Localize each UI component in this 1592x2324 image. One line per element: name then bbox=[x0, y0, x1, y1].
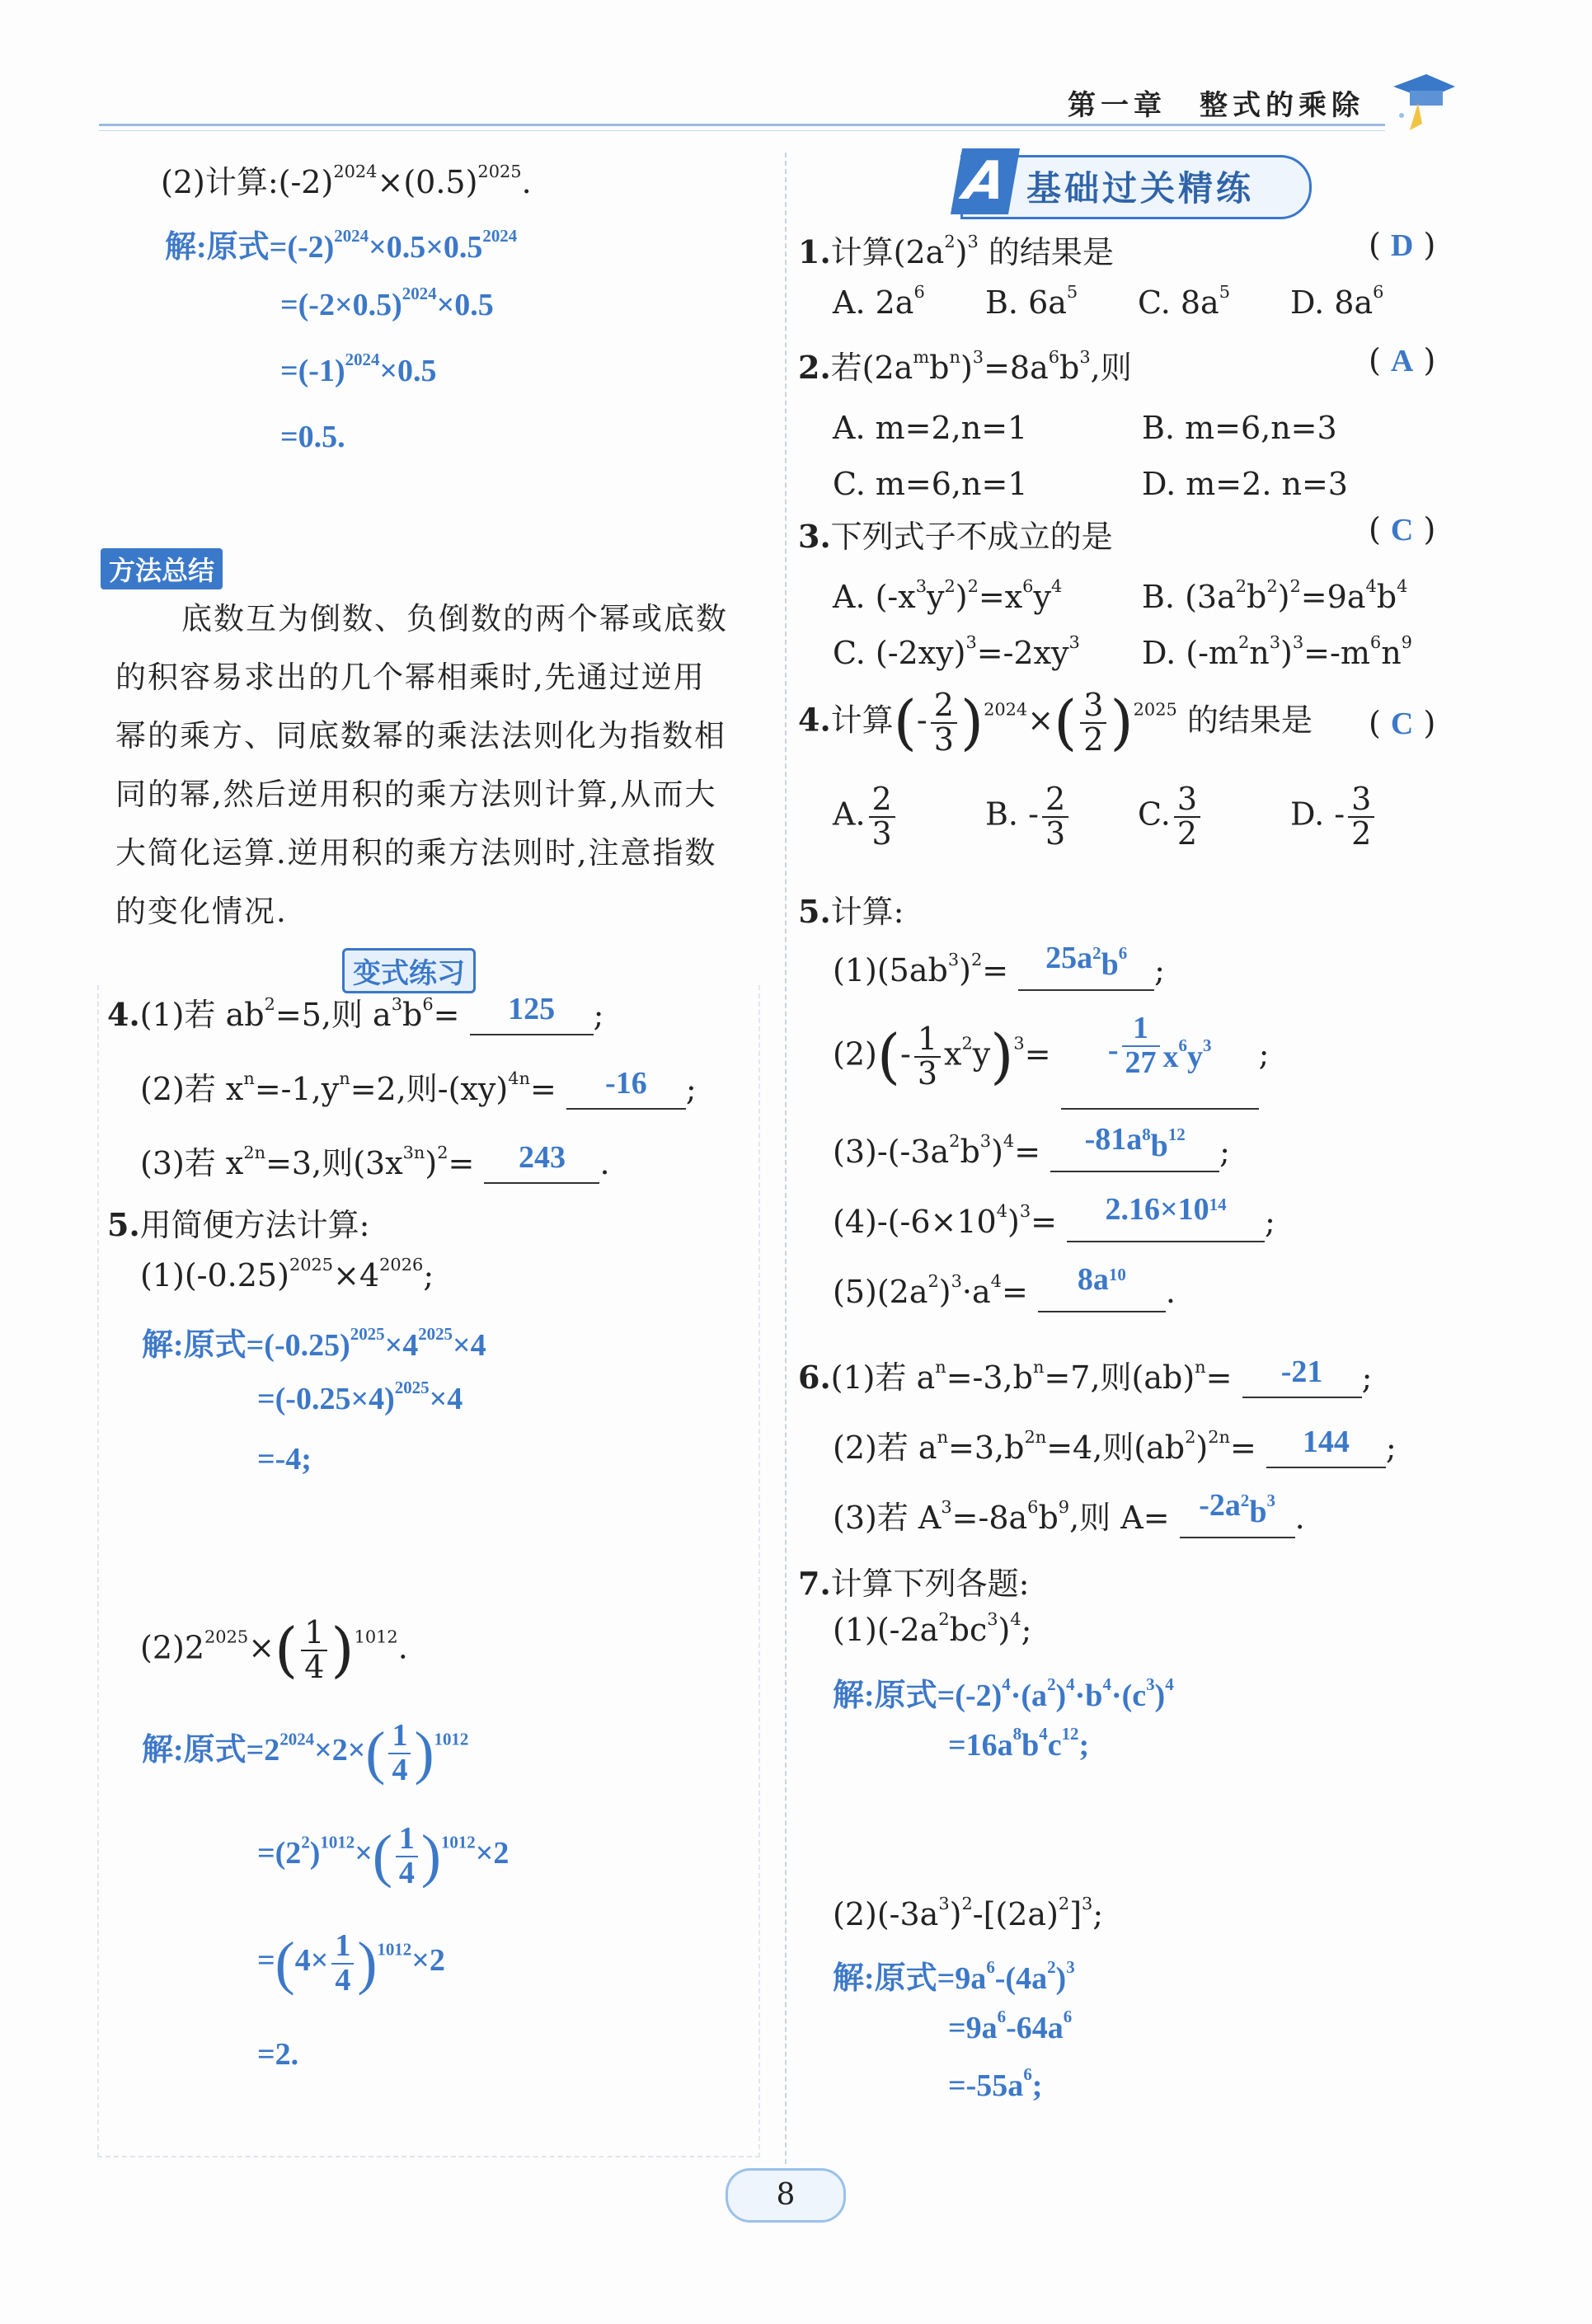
right-q5-2: (2)(- $\frac{1}{3}$ $x^2y)^3=$ - $\frac{1}{27}$ $x^6y^3$ ; bbox=[833, 1022, 1269, 1093]
left-q4-1-answer: 125 bbox=[508, 992, 556, 1026]
right-q2: 2.若$(2a^mb^n)^3=8a^6b^3$,则 bbox=[798, 347, 1132, 386]
left-q2-sol-1: 解:原式$=(-2)^{2024}\times 0.5\times 0.5^{2024}$ bbox=[165, 226, 518, 265]
right-q5-3: $(3)-(-3a^2b^3)^4= -81a^8b^{12}$ ; bbox=[833, 1134, 1230, 1172]
right-q5-3-answer: $-81a^8b^{12}$ bbox=[1084, 1122, 1186, 1163]
left-q5-2-sol-2: $=(2^2)^{1012}\times$( $\frac{1}{4}$ )$^{1012}$×2 bbox=[257, 1820, 510, 1890]
left-q2-sol-3: $=(-1)^{2024}\times 0.5$ bbox=[280, 350, 437, 388]
graduation-hat-icon bbox=[1385, 58, 1459, 132]
right-q2-answer-bracket: ( A ) bbox=[1369, 342, 1436, 378]
right-q5-1-answer: $25a^2b^6$ bbox=[1045, 941, 1128, 982]
left-q5-2: $(2)2^{2025}\times$( $\frac{1}{4}$ )$^{1012}$. bbox=[140, 1614, 408, 1685]
right-q1: 1.计算$(2a^2)^3$ 的结果是 bbox=[798, 232, 1114, 270]
header-rule-thin bbox=[99, 130, 1385, 131]
left-q2-prompt: (2)计算$:(-2)^{2024}\times(0.5)^{2025}$. bbox=[161, 162, 532, 200]
right-q6-3-answer: $-2a^2b^3$ bbox=[1199, 1488, 1275, 1529]
left-q5-1-sol-1: 解:原式$=(-0.25)^{2025}\times 4^{2025}\times 4$ bbox=[142, 1324, 486, 1363]
left-q5-2-sol-4: =2. bbox=[257, 2037, 299, 2072]
right-q5-5: $(5)(2a^2)^3\cdot a^4= 8a^{10}$ . bbox=[833, 1274, 1176, 1312]
left-q4-1: 4.(1)若 $ab^2=5$,则 $a^3b^6= 125$ ; bbox=[107, 989, 603, 1035]
left-q4-3-answer: 243 bbox=[518, 1140, 566, 1175]
left-q2-sol-2: $=(-2\times 0.5)^{2024}\times 0.5$ bbox=[280, 284, 494, 322]
method-summary-tag: 方法总结 bbox=[101, 548, 223, 589]
right-q7-1-sol-2: $=16a^8b^4c^{12}$; bbox=[948, 1724, 1090, 1763]
right-q2-options: A. m=2,n=1 B. m=6,n=3 C. m=6,n=1 D. m=2. n=3 bbox=[833, 410, 1348, 502]
right-q1-answer-bracket: ( D ) bbox=[1369, 227, 1436, 263]
left-q5-1-sol-3: =-4; bbox=[257, 1442, 312, 1477]
right-q3-options: A. $(-x^3y^2)^2=x^6y^4$ B. $(3a^2b^2)^2=9a^4b^4$ C. $(-2xy)^3=-2xy^3$ D. $(-m^2n^3)^3=-m^6n^9$ bbox=[833, 576, 1412, 671]
right-q6-2-answer: 144 bbox=[1302, 1425, 1350, 1459]
right-q7-1: $(1)(-2a^2bc^3)^4$; bbox=[833, 1609, 1032, 1648]
right-q6-1: 6.(1)若 $a^n=-3,b^n=7$,则(ab)$^n$= -21 ; bbox=[798, 1352, 1372, 1398]
right-q5-title: 5.计算: bbox=[798, 893, 904, 930]
left-q5-2-sol-3: =(4× $\frac{1}{4}$ )$^{1012}$×2 bbox=[257, 1927, 445, 1998]
right-q7-2: $(2)(-3a^3)^2-[(2a)^2]^3$; bbox=[833, 1894, 1104, 1932]
right-q6-1-answer: -21 bbox=[1280, 1354, 1323, 1389]
header-rule bbox=[99, 124, 1385, 126]
right-q5-2-answer: - $\frac{1}{27}$ $x^6y^3$ bbox=[1107, 1010, 1212, 1080]
left-q5-1-sol-2: $=(-0.25\times 4)^{2025}\times 4$ bbox=[257, 1378, 463, 1416]
right-q3-answer-bracket: ( C ) bbox=[1369, 511, 1436, 547]
section-title: 基础过关精练 bbox=[1026, 168, 1255, 209]
right-q5-4-answer: $2.16\times 10^{14}$ bbox=[1105, 1192, 1227, 1227]
left-q4-2-answer: -16 bbox=[605, 1066, 647, 1101]
right-q7-2-sol-3: $=-55a^6$; bbox=[948, 2064, 1043, 2103]
left-q5-2-sol-1: 解:原式$=2^{2024}\times 2\times$( $\frac{1}{4}$ )$^{1012}$ bbox=[142, 1717, 469, 1787]
right-q6-2: (2)若 $a^n=3,b^{2n}=4$,则$(ab^2)^{2n}= 144$ ; bbox=[833, 1422, 1397, 1468]
right-q5-5-answer: $8a^{10}$ bbox=[1077, 1262, 1126, 1297]
column-separator bbox=[785, 153, 787, 2164]
right-q7-1-sol-1: 解:原式$=(-2)^4\cdot(a^2)^4\cdot b^4\cdot(c^3)^4$ bbox=[833, 1674, 1174, 1713]
right-q6-3: (3)若 $A^3=-8a^6b^9$,则 $A= -2a^2b^3$ . bbox=[833, 1492, 1305, 1538]
right-q5-1: $(1)(5ab^3)^2= 25a^2b^6$ ; bbox=[833, 952, 1165, 991]
right-q1-options: A. $2a^6$ B. $6a^5$ C. $8a^5$ D. $8a^6$ bbox=[833, 282, 1384, 321]
right-q7-title: 7.计算下列各题: bbox=[798, 1565, 1030, 1602]
right-q4: 4.计算(- $\frac{2}{3}$ )$^{2024}$×( $\frac{3}{2}$ )$^{2025}$ 的结果是 bbox=[798, 687, 1313, 758]
left-q5-title: 5.用简便方法计算: bbox=[107, 1206, 370, 1243]
right-q4-options: A. $\frac{2}{3}$ B. - $\frac{2}{3}$ C. $\frac{3}{2}$ D. - $\frac{3}{2}$ bbox=[833, 783, 1443, 851]
method-summary-text: 底数互为倒数、负倒数的两个幂或底数 的积容易求出的几个幂相乘时,先通过逆用 幂的乘方、同底数幂的乘法法则化为指数相 同的幂,然后逆用积的乘方法则计算,从而大 大简化运算.逆用积的乘方法则时,注意指数 的变化情况. bbox=[115, 601, 728, 929]
left-q5-1: $(1)(-0.25)^{2025}\times 4^{2026}$; bbox=[140, 1255, 434, 1293]
left-q4-3: (3)若 $x^{2n}=3$,则$(3x^{3n})^2= 243$ . bbox=[140, 1138, 610, 1184]
left-q4-2: (2)若 $x^n=-1,y^n=2$,则-(xy)$^{4n}$= -16 ; bbox=[140, 1063, 697, 1110]
right-q4-answer-bracket: ( C ) bbox=[1369, 705, 1436, 741]
left-q2-sol-4: =0.5. bbox=[280, 420, 345, 454]
right-q5-4: $(4)-(-6\times 10^4)^3= 2.16\times 10^{14}$ ; bbox=[833, 1204, 1275, 1242]
right-q7-2-sol-1: 解:原式$=9a^6-(4a^2)^3$ bbox=[833, 1957, 1075, 1996]
section-letter: A bbox=[951, 148, 1020, 214]
page-number: 8 bbox=[726, 2168, 846, 2223]
right-q7-2-sol-2: $=9a^6-64a^6$ bbox=[948, 2007, 1073, 2045]
right-q3: 3.下列式子不成立的是 bbox=[798, 518, 1113, 555]
chapter-header: 第一章 整式的乘除 bbox=[1068, 89, 1364, 122]
practice-tag: 变式练习 bbox=[342, 948, 476, 993]
